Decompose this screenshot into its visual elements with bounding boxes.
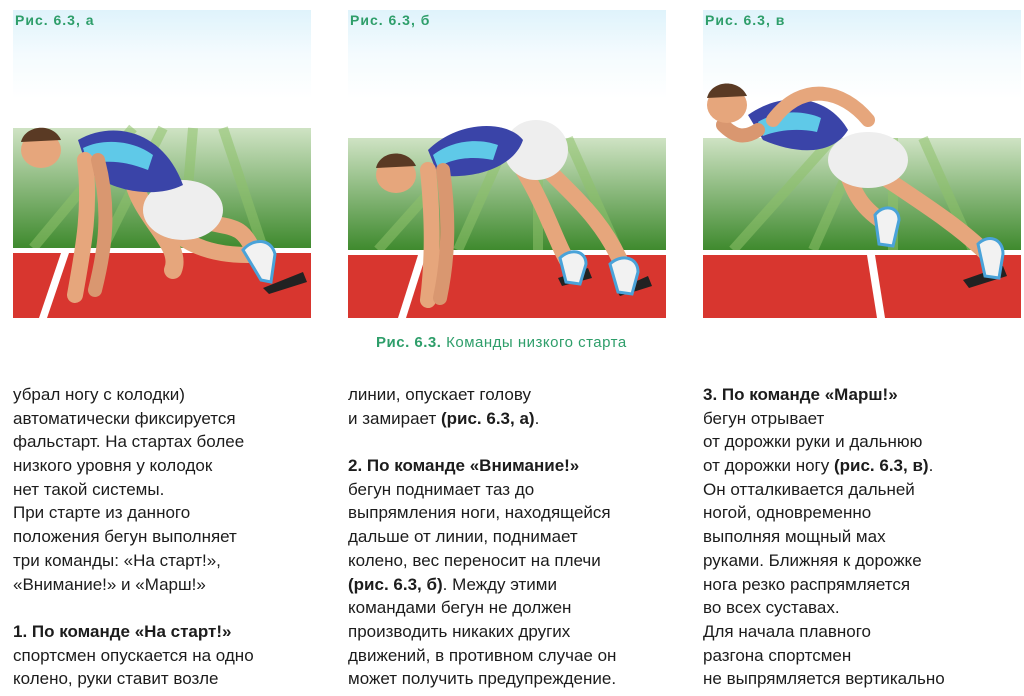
text-line: автоматически фиксируется — [13, 408, 236, 428]
text-line: колено, руки ставит возле — [13, 669, 219, 689]
figure-caption — [376, 334, 627, 351]
text-line: выпрямления ноги, находящейся — [348, 503, 611, 523]
text-line: ногой, одновременно — [703, 503, 872, 523]
text-line: дальше от линии, поднимает — [348, 527, 578, 547]
text-line: колено, вес переносит на плечи — [348, 550, 601, 570]
figure-b-illustration — [348, 10, 666, 328]
text-line: спортсмен опускается на одно — [13, 645, 254, 665]
text-column-1 — [13, 383, 254, 691]
text-line: во всех суставах. — [703, 598, 840, 618]
text-line: разгона спортсмен — [703, 645, 852, 665]
text-line: Он отталкивается дальней — [703, 479, 915, 499]
figure-ref-b: (рис. 6.3, б) — [348, 574, 443, 594]
heading-on-your-marks: 1. По команде «На старт!» — [13, 621, 232, 641]
paragraph-gap — [13, 596, 254, 620]
text-line — [348, 573, 616, 597]
text-span: и замирает — [348, 408, 441, 428]
text-line: три команды: «На старт!», — [13, 550, 221, 570]
figure-b-label: Рис. 6.3, б — [350, 12, 431, 28]
text-span: . Между этими — [442, 574, 557, 594]
text-line: Для начала плавного — [703, 621, 871, 641]
text-line: положения бегун выполняет — [13, 527, 237, 547]
figure-a-label: Рис. 6.3, а — [15, 12, 95, 28]
heading-get-set: 2. По команде «Внимание!» — [348, 456, 580, 476]
figure-b — [348, 10, 666, 328]
text-line: «Внимание!» и «Марш!» — [13, 574, 206, 594]
text-span: . — [928, 456, 934, 476]
text-column-3 — [703, 383, 945, 691]
figure-c — [703, 10, 1021, 328]
text-span: . — [534, 408, 540, 428]
text-line: низкого уровня у колодок — [13, 456, 213, 476]
figure-ref-a: (рис. 6.3, а) — [440, 408, 535, 428]
text-column-2 — [348, 383, 616, 691]
text-line: При старте из данного — [13, 503, 191, 523]
figure-c-label: Рис. 6.3, в — [705, 12, 786, 28]
text-line — [703, 454, 945, 478]
figure-c-illustration — [703, 10, 1021, 328]
paragraph-gap — [348, 430, 616, 454]
figure-ref-c: (рис. 6.3, в) — [833, 456, 929, 476]
text-line: командами бегун не должен — [348, 598, 572, 618]
text-line: производить никаких других — [348, 621, 571, 641]
text-line: линии, опускает голову — [348, 385, 532, 404]
figure-a-illustration — [13, 10, 311, 328]
text-line — [348, 407, 616, 431]
heading-go: 3. По команде «Марш!» — [703, 385, 898, 404]
text-line: убрал ногу с колодки) — [13, 385, 185, 404]
text-line: нет такой системы. — [13, 479, 165, 499]
text-line: бегун поднимает таз до — [348, 479, 535, 499]
text-line: движений, в противном случае он — [348, 645, 617, 665]
text-line: нога резко распрямляется — [703, 574, 911, 594]
text-line: бегун отрывает — [703, 408, 825, 428]
text-line: фальстарт. На стартах более — [13, 432, 245, 452]
text-line: руками. Ближняя к дорожке — [703, 550, 922, 570]
text-line: может получить предупреждение. — [348, 669, 617, 689]
text-line: выполняя мощный мах — [703, 527, 886, 547]
caption-text: Команды низкого старта — [446, 334, 627, 351]
text-span: от дорожки ногу — [703, 456, 834, 476]
text-line: от дорожки руки и дальнюю — [703, 432, 923, 452]
text-line: не выпрямляется вертикально — [703, 669, 945, 689]
caption-prefix: Рис. 6.3. — [376, 334, 442, 351]
figure-a — [13, 10, 311, 328]
